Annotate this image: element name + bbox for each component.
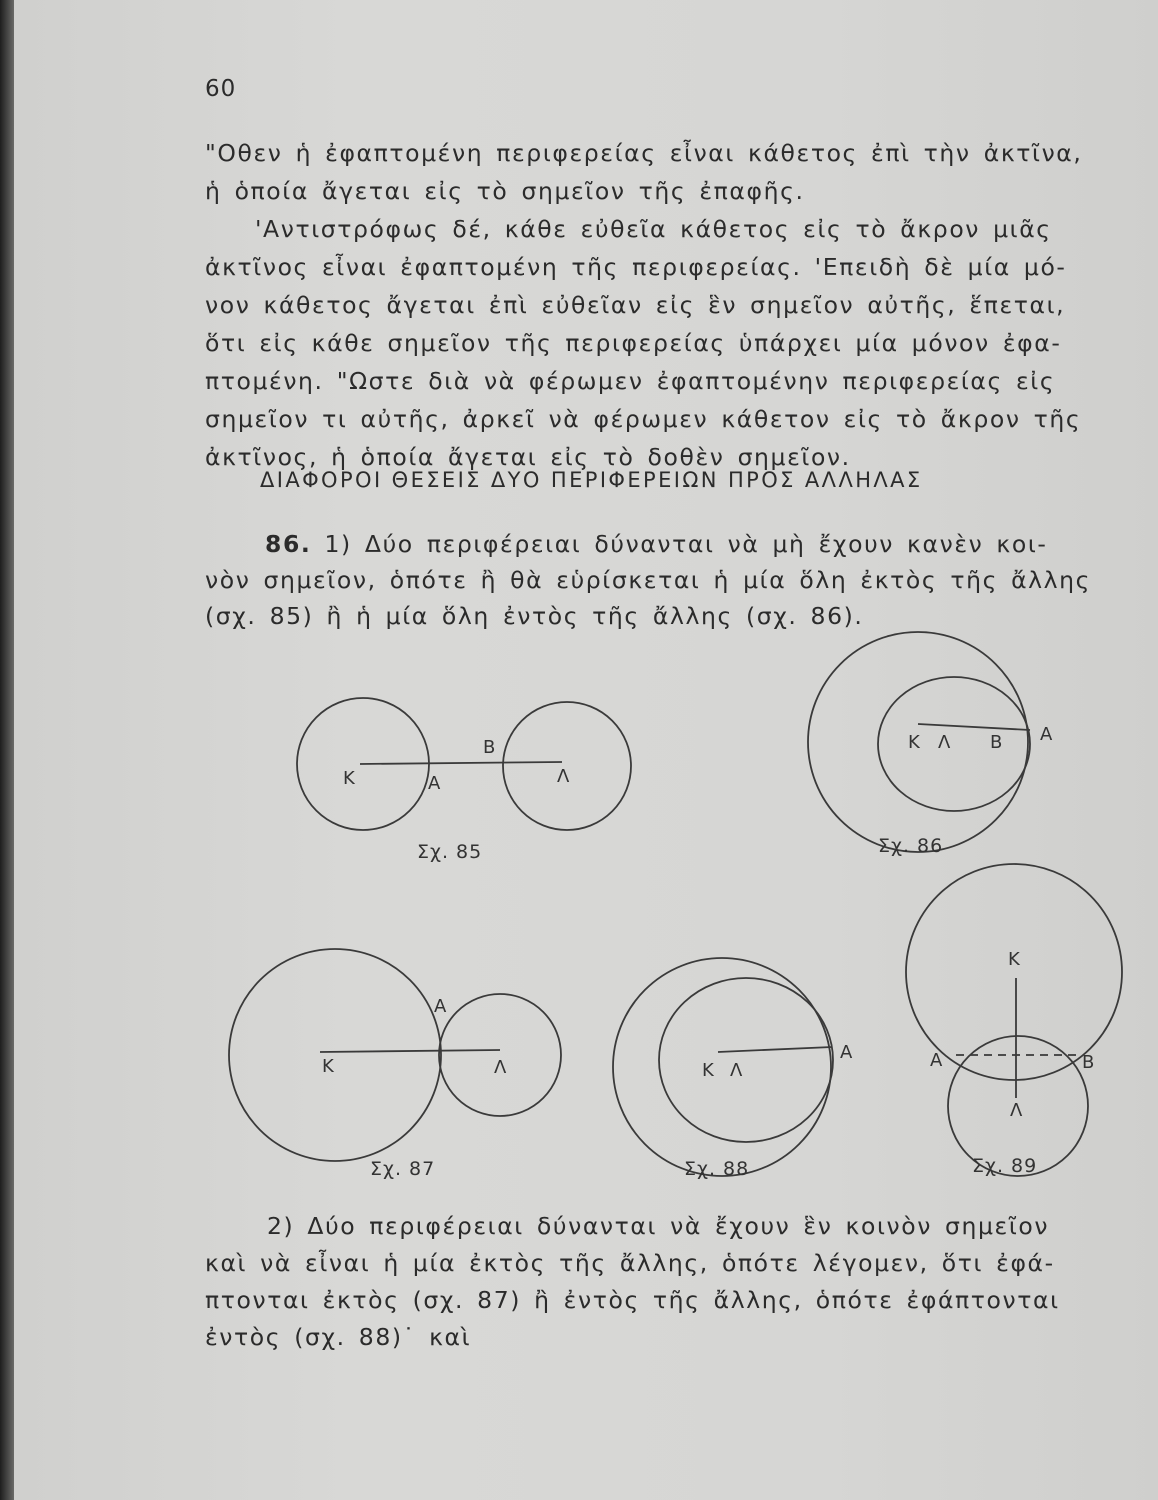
- text-line: νὸν σημεῖον, ὁπότε ἢ θὰ εὑρίσκεται ἡ μία ὅλη ἐκτὸς τῆς ἄλλης: [205, 566, 1092, 594]
- label-k: Κ: [908, 732, 920, 753]
- text-line: ἐντὸς (σχ. 88)˙ καὶ: [205, 1323, 472, 1351]
- center-line: [360, 762, 562, 764]
- label-k: Κ: [1008, 949, 1020, 970]
- caption-fig89: Σχ. 89: [972, 1155, 1038, 1177]
- label-b: Β: [990, 732, 1003, 753]
- caption-fig87: Σχ. 87: [370, 1158, 436, 1180]
- label-b: Β: [483, 737, 496, 758]
- text-span: 1) Δύο περιφέρειαι δύνανται νὰ μὴ ἔχουν κανὲν κοι-: [311, 530, 1048, 558]
- circle-l: [439, 994, 561, 1116]
- label-k: Κ: [343, 768, 355, 789]
- label-l: Λ: [730, 1060, 743, 1081]
- radius-line: [718, 1047, 832, 1052]
- text-line: ὅτι εἰς κάθε σημεῖον τῆς περιφερείας ὑπάρχει μία μόνον ἐφα-: [205, 329, 1062, 357]
- label-l: Λ: [938, 732, 951, 753]
- section-number: 86.: [265, 530, 312, 558]
- text-line: "Οθεν ἡ ἐφαπτομένη περιφερείας εἶναι κάθετος ἐπὶ τὴν ἀκτῖνα,: [205, 139, 1083, 167]
- figure-89: [906, 864, 1122, 1176]
- caption-fig85: Σχ. 85: [417, 841, 483, 863]
- label-a: Α: [840, 1042, 853, 1063]
- outer-circle: [613, 958, 831, 1176]
- page-number: 60: [205, 76, 237, 102]
- label-l: Λ: [557, 766, 570, 787]
- center-line: [320, 1050, 500, 1052]
- label-k: Κ: [702, 1060, 714, 1081]
- text-line: ἀκτῖνος, ἡ ὁποία ἄγεται εἰς τὸ δοθὲν σημεῖον.: [205, 443, 851, 471]
- text-line: ἡ ὁποία ἄγεται εἰς τὸ σημεῖον τῆς ἐπαφῆς.: [205, 177, 805, 205]
- label-l: Λ: [1010, 1100, 1023, 1121]
- text-line: 'Αντιστρόφως δέ, κάθε εὐθεῖα κάθετος εἰς τὸ ἄκρον μιᾶς: [255, 215, 1052, 243]
- circle-k: [906, 864, 1122, 1080]
- label-k: Κ: [322, 1056, 334, 1077]
- paragraph-tangent-circles: [205, 1208, 1150, 1356]
- text-line: σημεῖον τι αὐτῆς, ἀρκεῖ νὰ φέρωμεν κάθετον εἰς τὸ ἄκρον τῆς: [205, 405, 1082, 433]
- caption-fig86: Σχ. 86: [878, 835, 944, 857]
- label-a: Α: [930, 1050, 943, 1071]
- text-line: καὶ νὰ εἶναι ἡ μία ἐκτὸς τῆς ἄλλης, ὁπότε λέγομεν, ὅτι ἐφά-: [205, 1249, 1055, 1277]
- figure-85: [297, 698, 631, 830]
- caption-fig88: Σχ. 88: [684, 1158, 750, 1180]
- inner-circle: [659, 978, 833, 1142]
- section-heading: ΔΙΑΦΟΡΟΙ ΘΕΣΕΙΣ ΔΥΟ ΠΕΡΙΦΕΡΕΙΩΝ ΠΡΟΣ ΑΛΛΗΛΑΣ: [260, 468, 923, 492]
- circle-k: [229, 949, 441, 1161]
- text-line: νον κάθετος ἄγεται ἐπὶ εὐθεῖαν εἰς ἓν σημεῖον αὐτῆς, ἕπεται,: [205, 291, 1066, 319]
- label-a: Α: [428, 773, 441, 794]
- text-line: ἀκτῖνος εἶναι ἐφαπτομένη τῆς περιφερείας. 'Επειδὴ δὲ μία μό-: [205, 253, 1067, 281]
- label-l: Λ: [494, 1057, 507, 1078]
- figure-88: [613, 958, 833, 1176]
- radius-line: [918, 724, 1030, 730]
- text-line: πτονται ἐκτὸς (σχ. 87) ἢ ἐντὸς τῆς ἄλλης, ὁπότε ἐφάπτονται: [205, 1286, 1060, 1314]
- inner-circle: [878, 677, 1030, 811]
- label-b: Β: [1082, 1052, 1095, 1073]
- figure-87: [229, 949, 561, 1161]
- label-a: Α: [1040, 724, 1053, 745]
- text-line: (σχ. 85) ἢ ἡ μία ὅλη ἐντὸς τῆς ἄλλης (σχ. 86).: [205, 602, 864, 630]
- text-line: 2) Δύο περιφέρειαι δύνανται νὰ ἔχουν ἓν κοινὸν σημεῖον: [267, 1212, 1050, 1240]
- text-line: πτομένη. "Ωστε διὰ νὰ φέρωμεν ἐφαπτομένην περιφερείας εἰς: [205, 367, 1056, 395]
- label-a: Α: [434, 996, 447, 1017]
